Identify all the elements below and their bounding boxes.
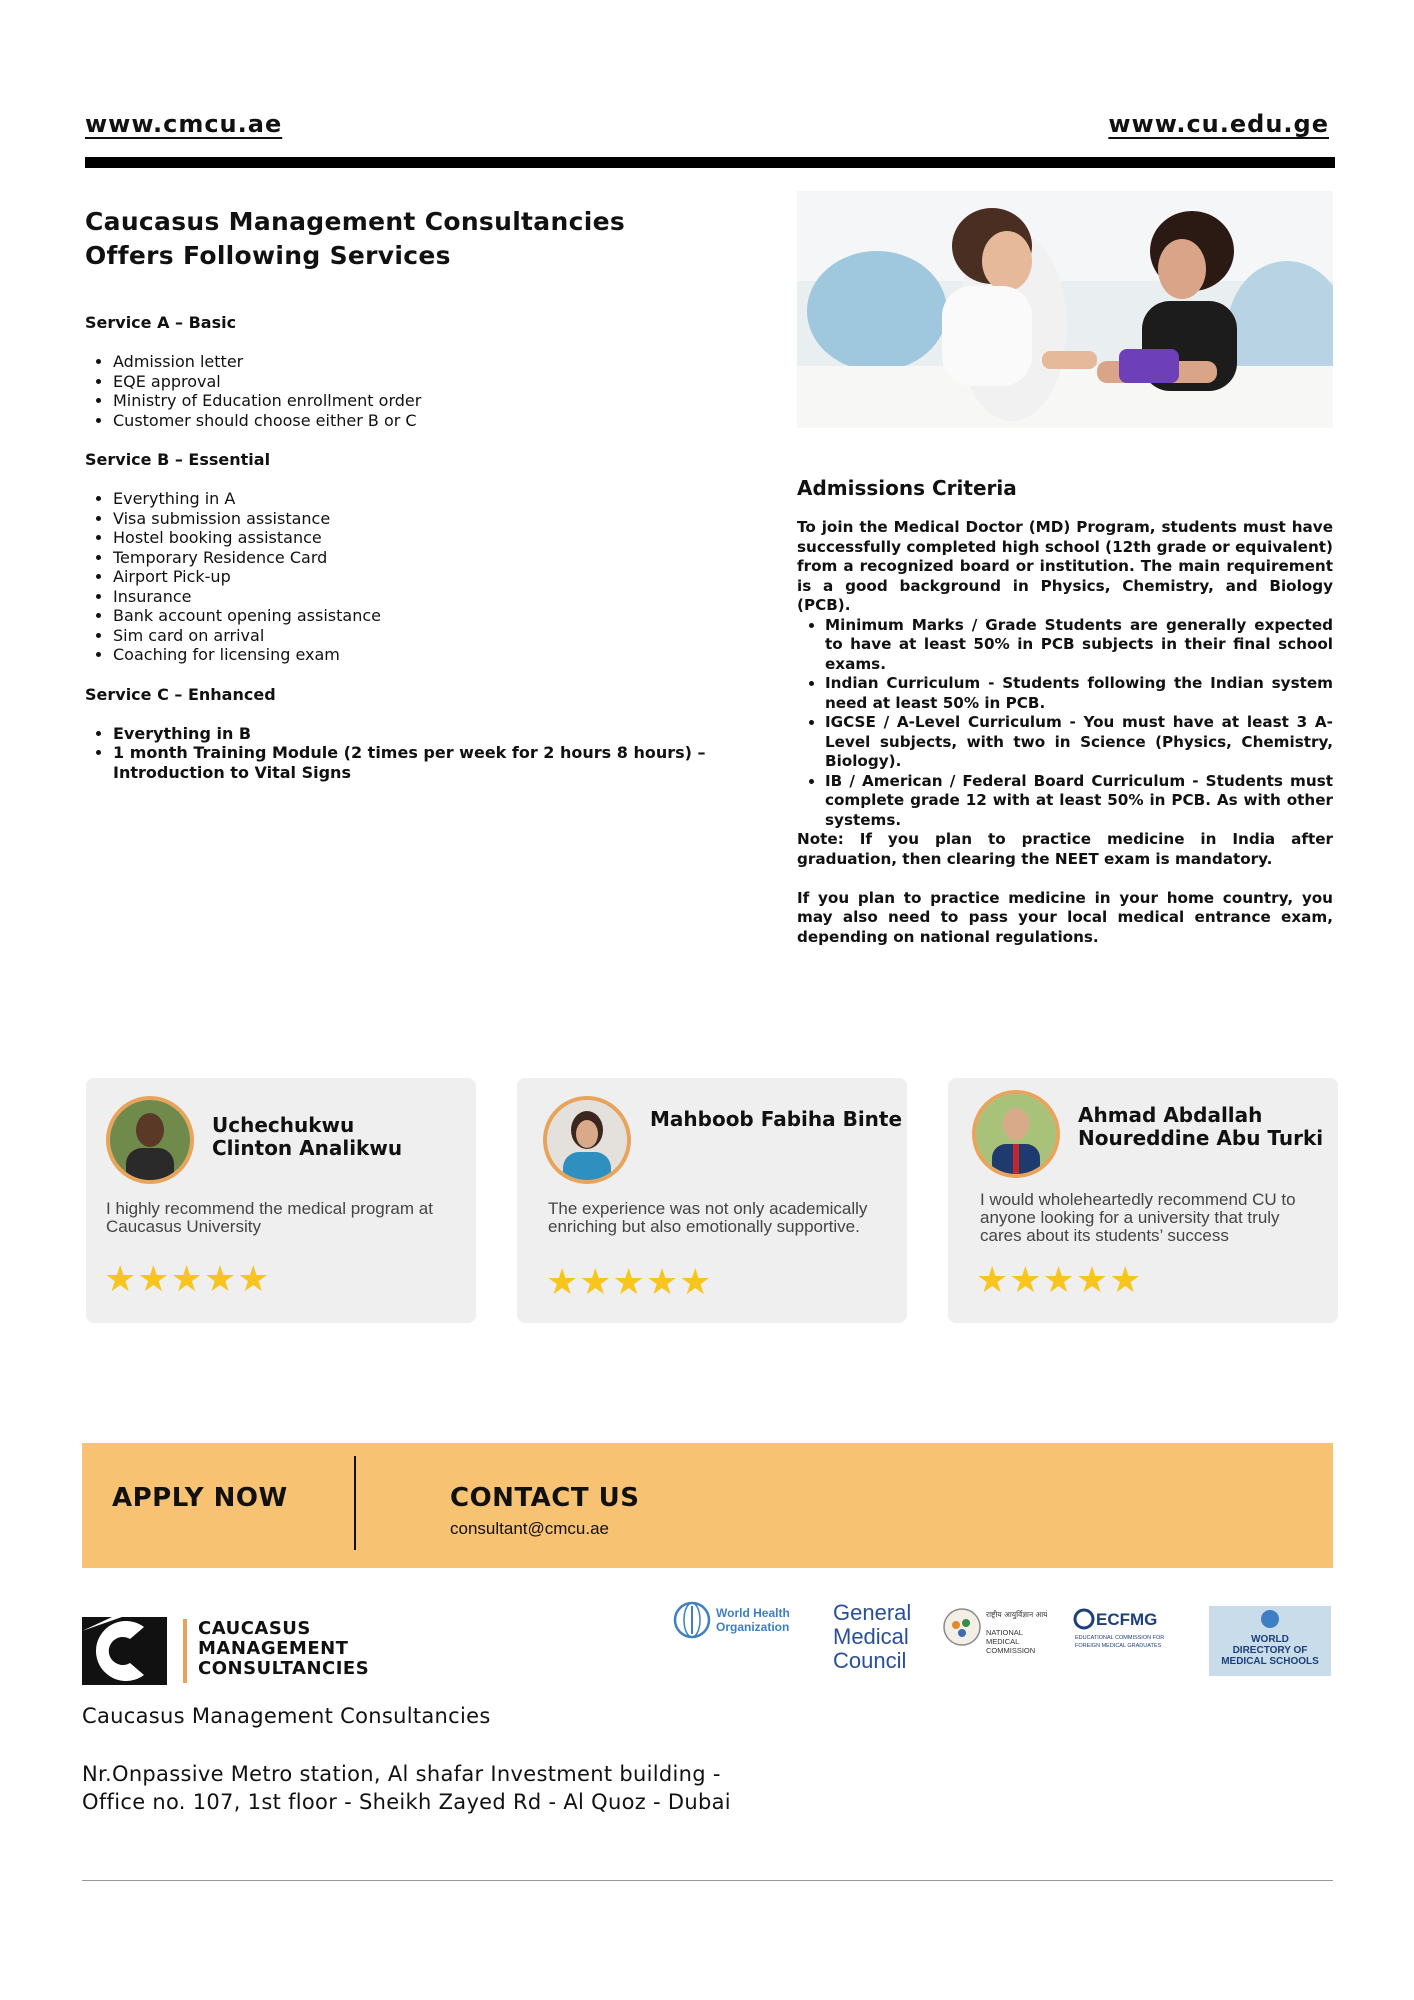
star-rating: ★★★★★ <box>546 1262 713 1303</box>
list-item: • Visa submission assistance <box>113 509 725 529</box>
list-item: • Ministry of Education enrollment order <box>113 391 725 411</box>
list-item: • EQE approval <box>113 372 725 392</box>
list-item: • Insurance <box>113 587 725 607</box>
avatar <box>106 1096 194 1184</box>
svg-text:MEDICAL SCHOOLS: MEDICAL SCHOOLS <box>1221 1656 1319 1667</box>
wdoms-globe-icon <box>1261 1610 1279 1628</box>
cmcu-website-link[interactable]: www.cmcu.ae <box>85 110 283 138</box>
company-address: Nr.Onpassive Metro station, Al shafar Investment building - Office no. 107, 1st floor - Sheikh Zayed Rd - Al Quoz - Dubai <box>82 1762 731 1814</box>
service-c-list <box>85 724 725 783</box>
testimonial-name: Uchechukwu Clinton Analikwu <box>212 1113 403 1160</box>
service-a-heading: Service A – Basic <box>85 313 237 332</box>
services-title: Caucasus Management Consultancies Offers Following Services <box>85 207 626 270</box>
list-item: • Hostel booking assistance <box>113 528 725 548</box>
nmc-logo <box>942 1605 1047 1660</box>
services-section <box>85 205 725 802</box>
apply-now-button[interactable]: APPLY NOW <box>112 1483 288 1513</box>
testimonial-card <box>948 1078 1338 1323</box>
wdoms-logo <box>1209 1606 1331 1676</box>
testimonial-card <box>86 1078 476 1323</box>
svg-text:World Health: World Health <box>716 1606 790 1620</box>
service-b-heading: Service B – Essential <box>85 450 271 469</box>
list-item: • Everything in A <box>113 489 725 509</box>
testimonial-name: Mahboob Fabiha Binte <box>650 1107 903 1131</box>
service-a-list <box>85 352 725 430</box>
home-country-note: If you plan to practice medicine in your home country, you may also need to pass your local medical entrance exam, depending on national regulations. <box>797 888 1333 946</box>
list-item: • Everything in B <box>113 724 725 744</box>
svg-text:NATIONAL: NATIONAL <box>986 1628 1023 1637</box>
list-item: • Airport Pick-up <box>113 567 725 587</box>
star-rating: ★★★★★ <box>104 1259 271 1300</box>
cmc-logo <box>82 1617 382 1689</box>
testimonial-name: Ahmad Abdallah Noureddine Abu Turki <box>1078 1103 1324 1150</box>
avatar <box>972 1090 1060 1178</box>
list-item: • Temporary Residence Card <box>113 548 725 568</box>
svg-text:WORLD: WORLD <box>1251 1634 1289 1645</box>
logo-text: CAUCASUS MANAGEMENT CONSULTANCIES <box>198 1618 370 1679</box>
nmc-emblem-icon <box>944 1609 980 1645</box>
admissions-criteria-section <box>797 476 1333 947</box>
svg-text:COMMISSION: COMMISSION <box>986 1646 1036 1655</box>
list-item: • Customer should choose either B or C <box>113 411 725 431</box>
apply-contact-banner <box>82 1443 1333 1568</box>
header-divider-bar <box>85 157 1335 168</box>
testimonial-card <box>517 1078 907 1323</box>
svg-text:EDUCATIONAL COMMISSION FOR: EDUCATIONAL COMMISSION FOR <box>1075 1635 1165 1641</box>
testimonial-quote: I would wholeheartedly recommend CU to anyone looking for a university that truly cares about its students’ success <box>980 1190 1296 1245</box>
cmc-logo-mark-icon <box>82 1617 167 1685</box>
service-b-list <box>85 489 725 665</box>
neet-note: Note: If you plan to practice medicine in India after graduation, then clearing the NEET exam is mandatory. <box>797 830 1333 868</box>
company-name: Caucasus Management Consultancies <box>82 1704 491 1728</box>
service-c-heading: Service C – Enhanced <box>85 684 276 704</box>
list-item: • Sim card on arrival <box>113 626 725 646</box>
testimonial-quote: I highly recommend the medical program at Caucasus University <box>106 1199 433 1236</box>
svg-text:FOREIGN MEDICAL GRADUATES: FOREIGN MEDICAL GRADUATES <box>1075 1643 1162 1649</box>
logo-accent-bar <box>183 1619 187 1683</box>
who-logo <box>672 1600 797 1640</box>
ecfmg-logo <box>1073 1605 1177 1655</box>
svg-text:राष्ट्रीय आयुर्विज्ञान आयोग: राष्ट्रीय आयुर्विज्ञान आयोग <box>986 1610 1047 1619</box>
list-item: • IB / American / Federal Board Curriculum - Students must complete grade 12 with at least 50% in PCB. As with other systems. <box>825 772 1333 831</box>
list-item: • 1 month Training Module (2 times per week for 2 hours 8 hours) – Introduction to Vital Signs <box>113 743 725 782</box>
svg-text:MEDICAL: MEDICAL <box>986 1637 1020 1646</box>
testimonial-quote: The experience was not only academically enriching but also emotionally supportive. <box>548 1199 868 1236</box>
list-item: • Bank account opening assistance <box>113 606 725 626</box>
contact-email-link[interactable]: consultant@cmcu.ae <box>450 1519 610 1538</box>
banner-divider <box>354 1456 356 1550</box>
svg-text:ECFMG: ECFMG <box>1096 1610 1158 1629</box>
ecfmg-emblem-icon <box>1075 1610 1093 1628</box>
gmc-logo: General Medical Council <box>833 1600 912 1673</box>
svg-text:Organization: Organization <box>716 1620 790 1634</box>
avatar <box>543 1096 631 1184</box>
cu-website-link[interactable]: www.cu.edu.ge <box>1108 110 1329 138</box>
list-item: • Indian Curriculum - Students following the Indian system need at least 50% in PCB. <box>825 674 1333 713</box>
contact-us-heading: CONTACT US <box>450 1483 640 1513</box>
criteria-intro: To join the Medical Doctor (MD) Program, students must have successfully completed high school (12th grade or equivalent) from a recognized board or institution. The main requirement is a good background in Physics, Chemistry, and Biology (PCB). <box>797 518 1333 614</box>
star-rating: ★★★★★ <box>976 1260 1143 1301</box>
list-item: • Coaching for licensing exam <box>113 645 725 665</box>
admissions-criteria-title: Admissions Criteria <box>797 476 1017 500</box>
list-item: • Minimum Marks / Grade Students are generally expected to have at least 50% in PCB subjects in their final school exams. <box>825 616 1333 675</box>
footer-divider <box>82 1880 1333 1881</box>
students-vital-signs-photo <box>797 191 1333 428</box>
criteria-list <box>797 616 1333 831</box>
svg-text:DIRECTORY OF: DIRECTORY OF <box>1232 1645 1308 1656</box>
list-item: • Admission letter <box>113 352 725 372</box>
list-item: • IGCSE / A-Level Curriculum - You must have at least 3 A-Level subjects, with two in Science (Physics, Chemistry, Biology). <box>825 713 1333 772</box>
